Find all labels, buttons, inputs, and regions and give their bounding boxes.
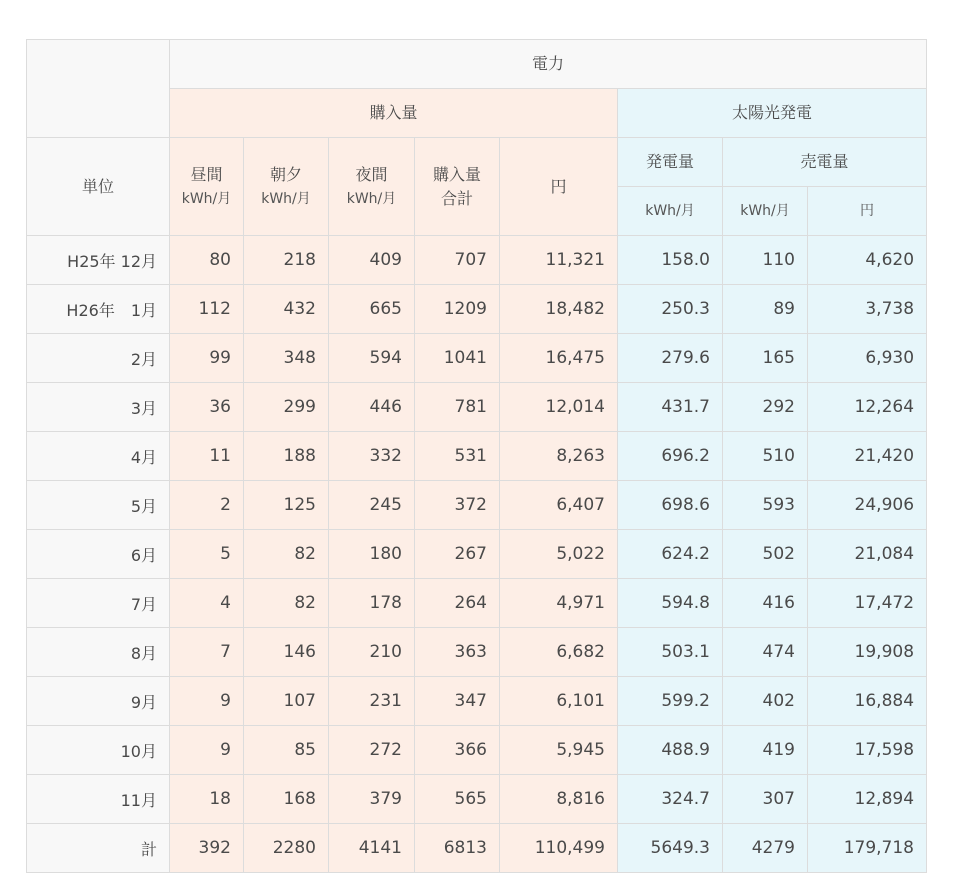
row-label-cell (27, 481, 170, 530)
cell-night: 245 (329, 481, 415, 530)
header-solar-group: 太陽光発電 (618, 89, 927, 138)
header-unit: 単位 (27, 138, 170, 236)
cell-sold-yen: 24,906 (808, 481, 927, 530)
row-label-cell (27, 432, 170, 481)
table-row (27, 726, 927, 775)
cell-generation: 488.9 (618, 726, 723, 775)
header-morning-evening-unit: kWh/月 (261, 190, 311, 207)
row-label-cell (27, 530, 170, 579)
cell-purchase-yen: 8,816 (500, 775, 618, 824)
corner-cell (27, 40, 170, 138)
cell-purchase-total: 347 (415, 677, 500, 726)
cell-generation: 624.2 (618, 530, 723, 579)
cell-night: 665 (329, 285, 415, 334)
row-label: 11月 (120, 790, 157, 810)
header-morning-evening (244, 138, 329, 236)
cell-morning-evening: 2280 (244, 824, 329, 873)
cell-daytime: 99 (170, 334, 244, 383)
cell-morning-evening: 299 (244, 383, 329, 432)
header-sold: 売電量 (723, 138, 927, 187)
cell-night: 210 (329, 628, 415, 677)
cell-daytime: 36 (170, 383, 244, 432)
cell-purchase-total: 372 (415, 481, 500, 530)
cell-sold: 474 (723, 628, 808, 677)
cell-sold: 165 (723, 334, 808, 383)
cell-sold: 502 (723, 530, 808, 579)
table-row (27, 579, 927, 628)
table-row (27, 824, 927, 873)
cell-purchase-total: 781 (415, 383, 500, 432)
row-label: H26年 1月 (66, 300, 157, 320)
cell-purchase-yen: 6,101 (500, 677, 618, 726)
row-label: 6月 (130, 545, 157, 565)
cell-generation: 324.7 (618, 775, 723, 824)
cell-daytime: 4 (170, 579, 244, 628)
cell-sold: 593 (723, 481, 808, 530)
cell-morning-evening: 107 (244, 677, 329, 726)
cell-daytime: 5 (170, 530, 244, 579)
cell-purchase-total: 366 (415, 726, 500, 775)
header-night-label: 夜間 (355, 164, 388, 184)
header-daytime (170, 138, 244, 236)
cell-daytime: 18 (170, 775, 244, 824)
cell-sold-yen: 19,908 (808, 628, 927, 677)
cell-purchase-yen: 16,475 (500, 334, 618, 383)
cell-morning-evening: 168 (244, 775, 329, 824)
table-body (27, 236, 927, 873)
table-row (27, 236, 927, 285)
cell-sold: 510 (723, 432, 808, 481)
row-label: 2月 (130, 349, 157, 369)
cell-purchase-yen: 8,263 (500, 432, 618, 481)
cell-daytime: 2 (170, 481, 244, 530)
cell-night: 272 (329, 726, 415, 775)
cell-sold-yen: 179,718 (808, 824, 927, 873)
cell-night: 180 (329, 530, 415, 579)
cell-night: 332 (329, 432, 415, 481)
cell-sold: 419 (723, 726, 808, 775)
header-power: 電力 (170, 40, 927, 89)
cell-sold-yen: 16,884 (808, 677, 927, 726)
row-label-cell (27, 285, 170, 334)
cell-purchase-total: 1209 (415, 285, 500, 334)
cell-generation: 250.3 (618, 285, 723, 334)
cell-morning-evening: 82 (244, 530, 329, 579)
table-row (27, 530, 927, 579)
cell-morning-evening: 85 (244, 726, 329, 775)
cell-morning-evening: 82 (244, 579, 329, 628)
header-night (329, 138, 415, 236)
cell-purchase-yen: 5,022 (500, 530, 618, 579)
cell-sold: 89 (723, 285, 808, 334)
cell-sold: 416 (723, 579, 808, 628)
cell-daytime: 9 (170, 726, 244, 775)
cell-sold-yen: 6,930 (808, 334, 927, 383)
table-row (27, 481, 927, 530)
cell-daytime: 11 (170, 432, 244, 481)
cell-purchase-yen: 18,482 (500, 285, 618, 334)
cell-generation: 698.6 (618, 481, 723, 530)
row-label: 9月 (130, 692, 157, 712)
cell-purchase-total: 267 (415, 530, 500, 579)
cell-morning-evening: 146 (244, 628, 329, 677)
energy-table (26, 39, 927, 873)
cell-night: 409 (329, 236, 415, 285)
cell-sold-yen: 21,084 (808, 530, 927, 579)
row-label: 5月 (130, 496, 157, 516)
cell-sold: 292 (723, 383, 808, 432)
cell-night: 594 (329, 334, 415, 383)
cell-night: 446 (329, 383, 415, 432)
cell-generation: 158.0 (618, 236, 723, 285)
table-row (27, 334, 927, 383)
table-row (27, 383, 927, 432)
cell-sold-yen: 4,620 (808, 236, 927, 285)
table-row (27, 628, 927, 677)
header-daytime-label: 昼間 (190, 164, 223, 184)
cell-sold-yen: 21,420 (808, 432, 927, 481)
cell-night: 379 (329, 775, 415, 824)
table-row (27, 285, 927, 334)
cell-sold: 402 (723, 677, 808, 726)
cell-generation: 503.1 (618, 628, 723, 677)
cell-sold: 110 (723, 236, 808, 285)
cell-purchase-yen: 6,682 (500, 628, 618, 677)
cell-generation: 5649.3 (618, 824, 723, 873)
cell-purchase-total: 264 (415, 579, 500, 628)
table-row (27, 677, 927, 726)
header-generation-unit: kWh/月 (618, 187, 723, 236)
header-generation: 発電量 (618, 138, 723, 187)
cell-night: 231 (329, 677, 415, 726)
cell-morning-evening: 188 (244, 432, 329, 481)
cell-purchase-yen: 4,971 (500, 579, 618, 628)
cell-purchase-total: 565 (415, 775, 500, 824)
cell-morning-evening: 348 (244, 334, 329, 383)
header-purchase-yen: 円 (500, 138, 618, 236)
row-label-cell (27, 824, 170, 873)
cell-sold-yen: 12,264 (808, 383, 927, 432)
cell-daytime: 392 (170, 824, 244, 873)
header-sold-yen: 円 (808, 187, 927, 236)
table-row (27, 775, 927, 824)
row-label-cell (27, 628, 170, 677)
cell-generation: 279.6 (618, 334, 723, 383)
header-sold-unit: kWh/月 (723, 187, 808, 236)
cell-night: 178 (329, 579, 415, 628)
row-label: 3月 (130, 398, 157, 418)
cell-generation: 431.7 (618, 383, 723, 432)
row-label: H25年 12月 (67, 251, 157, 271)
cell-purchase-total: 531 (415, 432, 500, 481)
row-label-cell (27, 334, 170, 383)
row-label-cell (27, 236, 170, 285)
cell-purchase-yen: 12,014 (500, 383, 618, 432)
row-label-cell (27, 579, 170, 628)
cell-purchase-total: 1041 (415, 334, 500, 383)
cell-morning-evening: 125 (244, 481, 329, 530)
cell-sold-yen: 12,894 (808, 775, 927, 824)
cell-daytime: 7 (170, 628, 244, 677)
cell-morning-evening: 432 (244, 285, 329, 334)
cell-sold-yen: 3,738 (808, 285, 927, 334)
cell-sold-yen: 17,598 (808, 726, 927, 775)
cell-generation: 599.2 (618, 677, 723, 726)
cell-sold: 4279 (723, 824, 808, 873)
cell-purchase-total: 6813 (415, 824, 500, 873)
header-purchase-total (415, 138, 500, 236)
header-morning-evening-label: 朝夕 (269, 164, 302, 184)
cell-purchase-total: 363 (415, 628, 500, 677)
row-label-cell (27, 775, 170, 824)
cell-generation: 594.8 (618, 579, 723, 628)
table-row (27, 432, 927, 481)
cell-purchase-yen: 110,499 (500, 824, 618, 873)
row-label-cell (27, 726, 170, 775)
row-label: 4月 (130, 447, 157, 467)
header-purchase-total-line1: 購入量 (432, 164, 481, 184)
cell-daytime: 9 (170, 677, 244, 726)
header-daytime-unit: kWh/月 (181, 190, 232, 207)
cell-generation: 696.2 (618, 432, 723, 481)
row-label: 10月 (120, 741, 157, 761)
cell-daytime: 80 (170, 236, 244, 285)
row-label-cell (27, 383, 170, 432)
header-purchase-group: 購入量 (170, 89, 618, 138)
cell-purchase-yen: 11,321 (500, 236, 618, 285)
cell-purchase-yen: 6,407 (500, 481, 618, 530)
cell-daytime: 112 (170, 285, 244, 334)
cell-sold-yen: 17,472 (808, 579, 927, 628)
row-label: 計 (140, 839, 157, 859)
header-night-unit: kWh/月 (346, 190, 397, 207)
row-label: 7月 (130, 594, 157, 614)
cell-purchase-total: 707 (415, 236, 500, 285)
cell-morning-evening: 218 (244, 236, 329, 285)
header-purchase-total-line2: 合計 (440, 188, 473, 208)
row-label-cell (27, 677, 170, 726)
cell-sold: 307 (723, 775, 808, 824)
cell-night: 4141 (329, 824, 415, 873)
row-label: 8月 (130, 643, 157, 663)
cell-purchase-yen: 5,945 (500, 726, 618, 775)
